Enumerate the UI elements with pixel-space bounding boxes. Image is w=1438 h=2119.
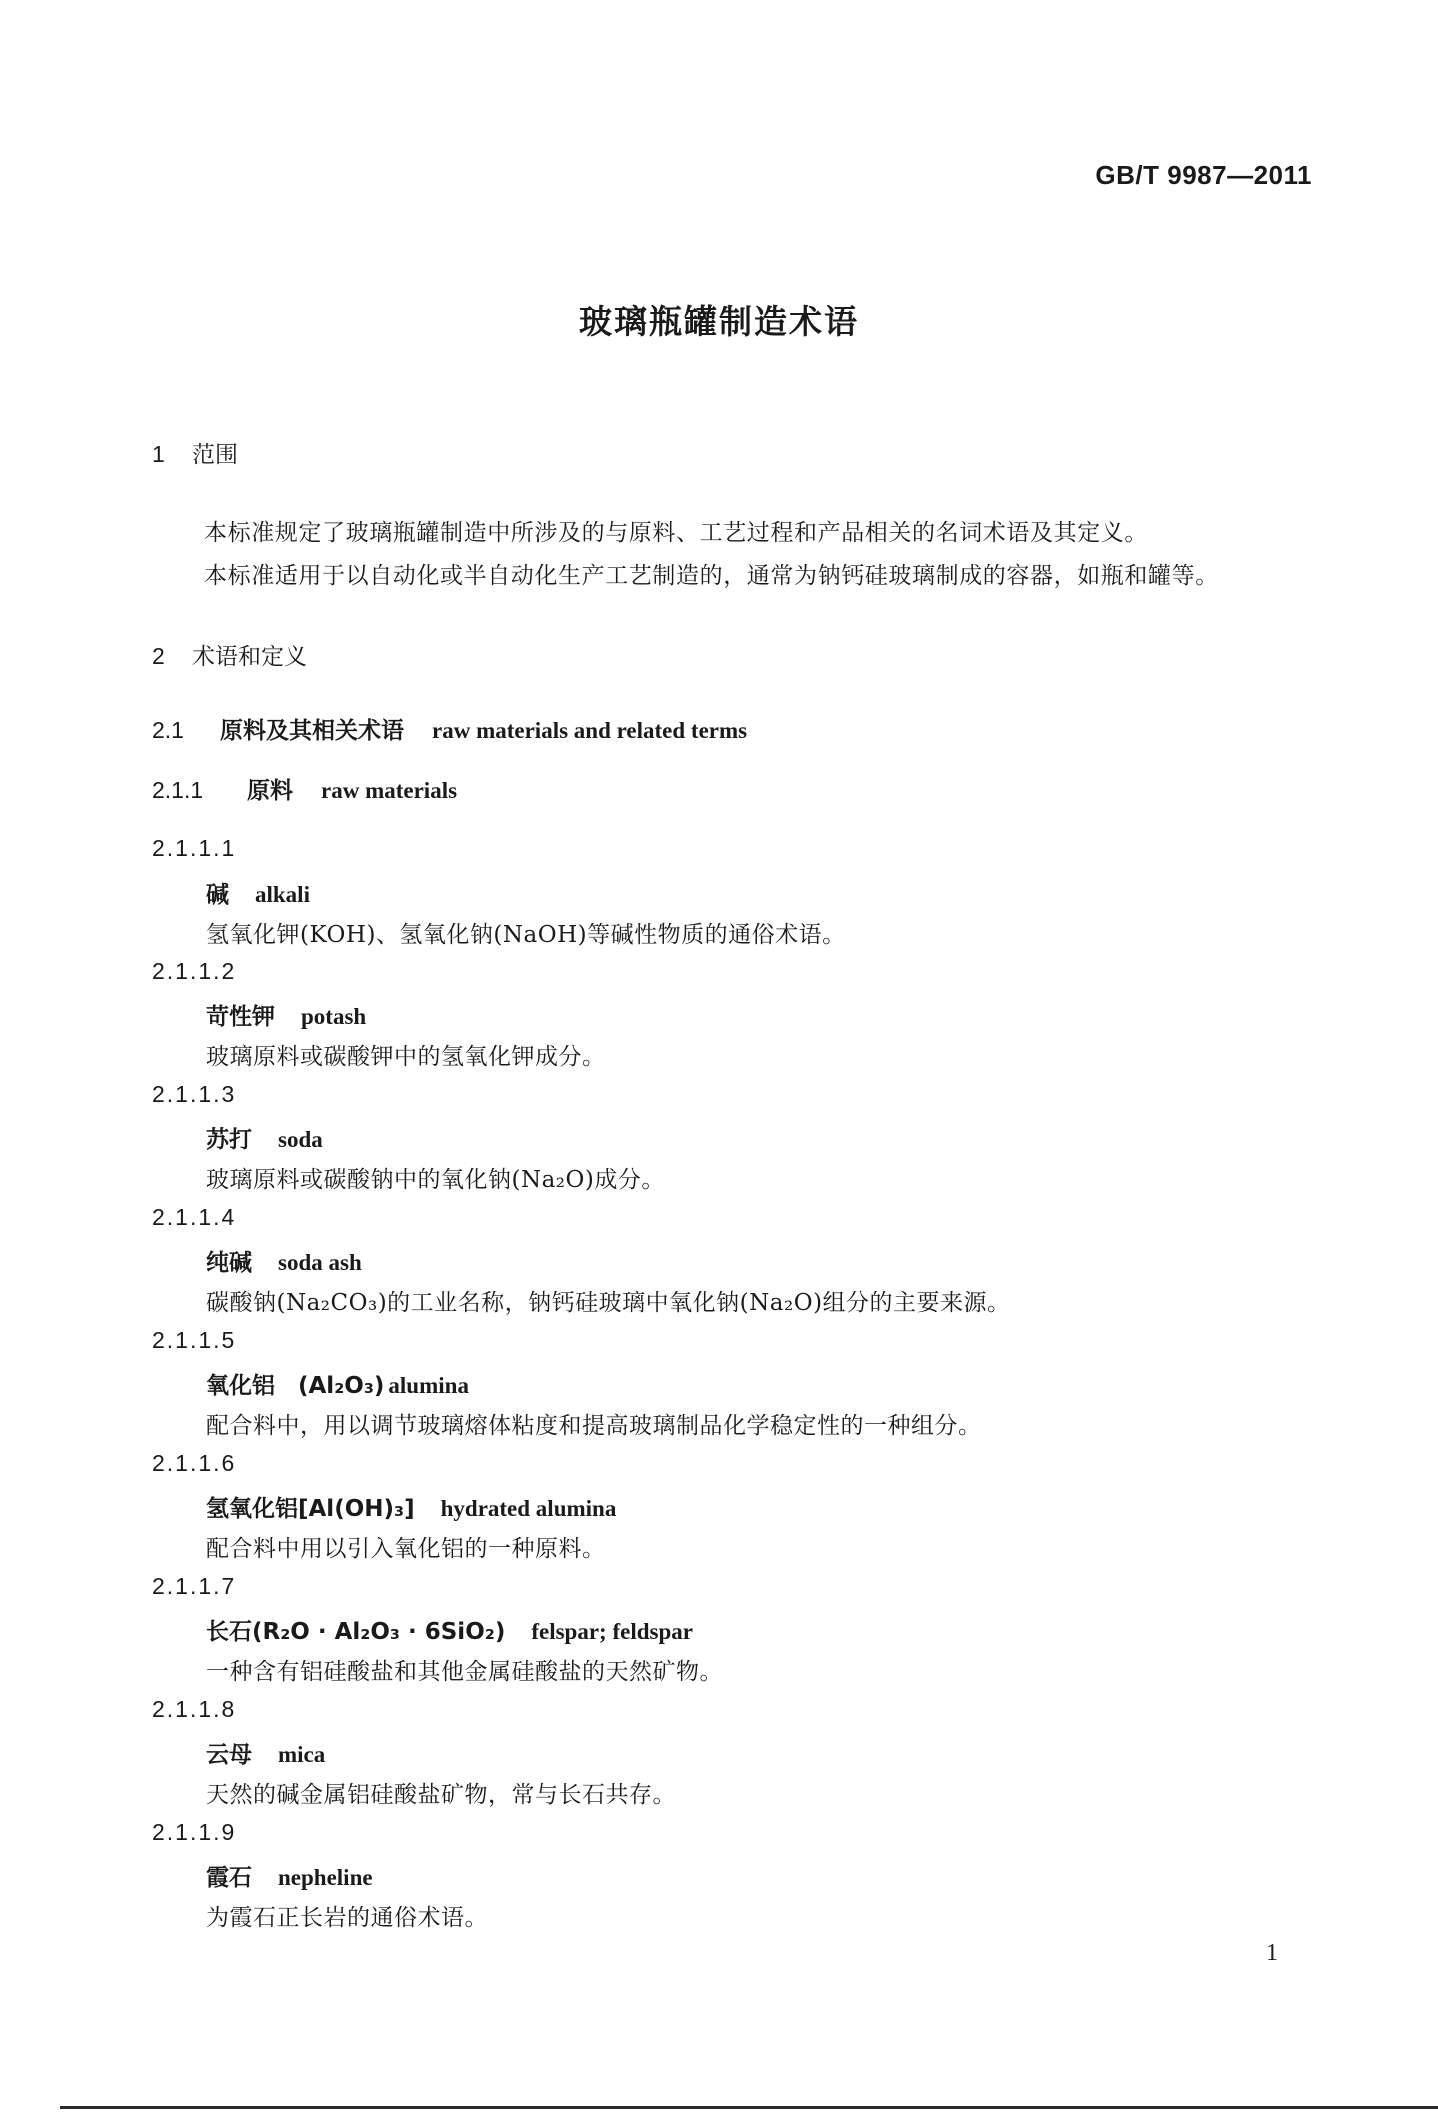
term-en: alumina (388, 1373, 469, 1398)
entry-number: 2.1.1.9 (152, 1819, 237, 1845)
term-zh: 氧化铝 (Al₂O₃) (206, 1373, 385, 1399)
term-definition: 氢氧化钾(KOH)、氢氧化钠(NaOH)等碱性物质的通俗术语。 (206, 922, 846, 948)
term-zh: 苛性钾 (206, 1004, 275, 1030)
term-zh: 氢氧化铝[Al(OH)₃] (206, 1496, 415, 1522)
term-definition: 为霞石正长岩的通俗术语。 (206, 1905, 488, 1931)
term-en: mica (278, 1742, 326, 1767)
section-title: 术语和定义 (192, 644, 307, 670)
term (206, 998, 366, 1031)
term-zh: 碱 (206, 882, 229, 908)
entry-number: 2.1.1.6 (152, 1450, 237, 1476)
term-en: potash (301, 1004, 367, 1029)
term-zh: 长石(R₂O · Al₂O₃ · 6SiO₂) (206, 1619, 506, 1645)
term-definition: 玻璃原料或碳酸钠中的氧化钠(Na₂O)成分。 (206, 1167, 665, 1193)
term-zh: 霞石 (206, 1865, 252, 1891)
section-title-en: raw materials (321, 778, 458, 803)
term-en: felspar; feldspar (531, 1619, 693, 1644)
term-definition: 配合料中，用以调节玻璃熔体粘度和提高玻璃制品化学稳定性的一种组分。 (206, 1413, 982, 1439)
bottom-rule (60, 2106, 1438, 2109)
term-en: hydrated alumina (440, 1496, 617, 1521)
entry-number: 2.1.1.1 (152, 835, 237, 861)
standard-code: GB/T 9987—2011 (1095, 160, 1312, 190)
term-zh: 云母 (206, 1742, 252, 1768)
term-definition: 一种含有铝硅酸盐和其他金属硅酸盐的天然矿物。 (206, 1659, 723, 1685)
term-definition: 天然的碱金属铝硅酸盐矿物，常与长石共存。 (206, 1782, 676, 1808)
term-en: alkali (255, 882, 310, 907)
term-definition: 配合料中用以引入氧化铝的一种原料。 (206, 1536, 606, 1562)
term-definition: 玻璃原料或碳酸钾中的氢氧化钾成分。 (206, 1044, 606, 1070)
entry-number: 2.1.1.2 (152, 958, 237, 984)
section-number: 2.1.1 (152, 777, 204, 803)
section-title: 范围 (192, 442, 238, 468)
term-zh: 纯碱 (206, 1250, 252, 1276)
section-number: 2 (152, 643, 165, 669)
section-title-en: raw materials and related terms (432, 718, 748, 743)
entry-number: 2.1.1.5 (152, 1327, 237, 1353)
section-1-heading (152, 436, 238, 469)
entry-number: 2.1.1.8 (152, 1696, 237, 1722)
term-zh: 苏打 (206, 1127, 252, 1153)
term-en: nepheline (278, 1865, 373, 1890)
term (206, 1859, 373, 1892)
section-title-zh: 原料 (247, 778, 293, 804)
term (206, 1367, 469, 1400)
page-number: 1 (1266, 1940, 1278, 1966)
term (206, 876, 310, 909)
term-definition: 碳酸钠(Na₂CO₃)的工业名称，钠钙硅玻璃中氧化钠(Na₂O)组分的主要来源。 (206, 1290, 1011, 1316)
scope-paragraph-1: 本标准规定了玻璃瓶罐制造中所涉及的与原料、工艺过程和产品相关的名词术语及其定义。 (204, 520, 1148, 546)
term (206, 1736, 325, 1769)
section-number: 2.1 (152, 717, 184, 743)
term-en: soda ash (278, 1250, 362, 1275)
section-2-1-heading (152, 712, 747, 745)
section-2-1-1-heading (152, 772, 457, 805)
document-title: 玻璃瓶罐制造术语 (579, 302, 859, 341)
term (206, 1121, 323, 1154)
scope-paragraph-2: 本标准适用于以自动化或半自动化生产工艺制造的，通常为钠钙硅玻璃制成的容器，如瓶和罐等。 (204, 563, 1219, 589)
term-en: soda (278, 1127, 323, 1152)
term (206, 1490, 616, 1523)
section-title-zh: 原料及其相关术语 (220, 718, 404, 744)
entry-number: 2.1.1.4 (152, 1204, 237, 1230)
section-2-heading (152, 638, 307, 671)
entry-number: 2.1.1.7 (152, 1573, 237, 1599)
term (206, 1244, 362, 1277)
entry-number: 2.1.1.3 (152, 1081, 237, 1107)
section-number: 1 (152, 441, 165, 467)
term (206, 1613, 693, 1646)
